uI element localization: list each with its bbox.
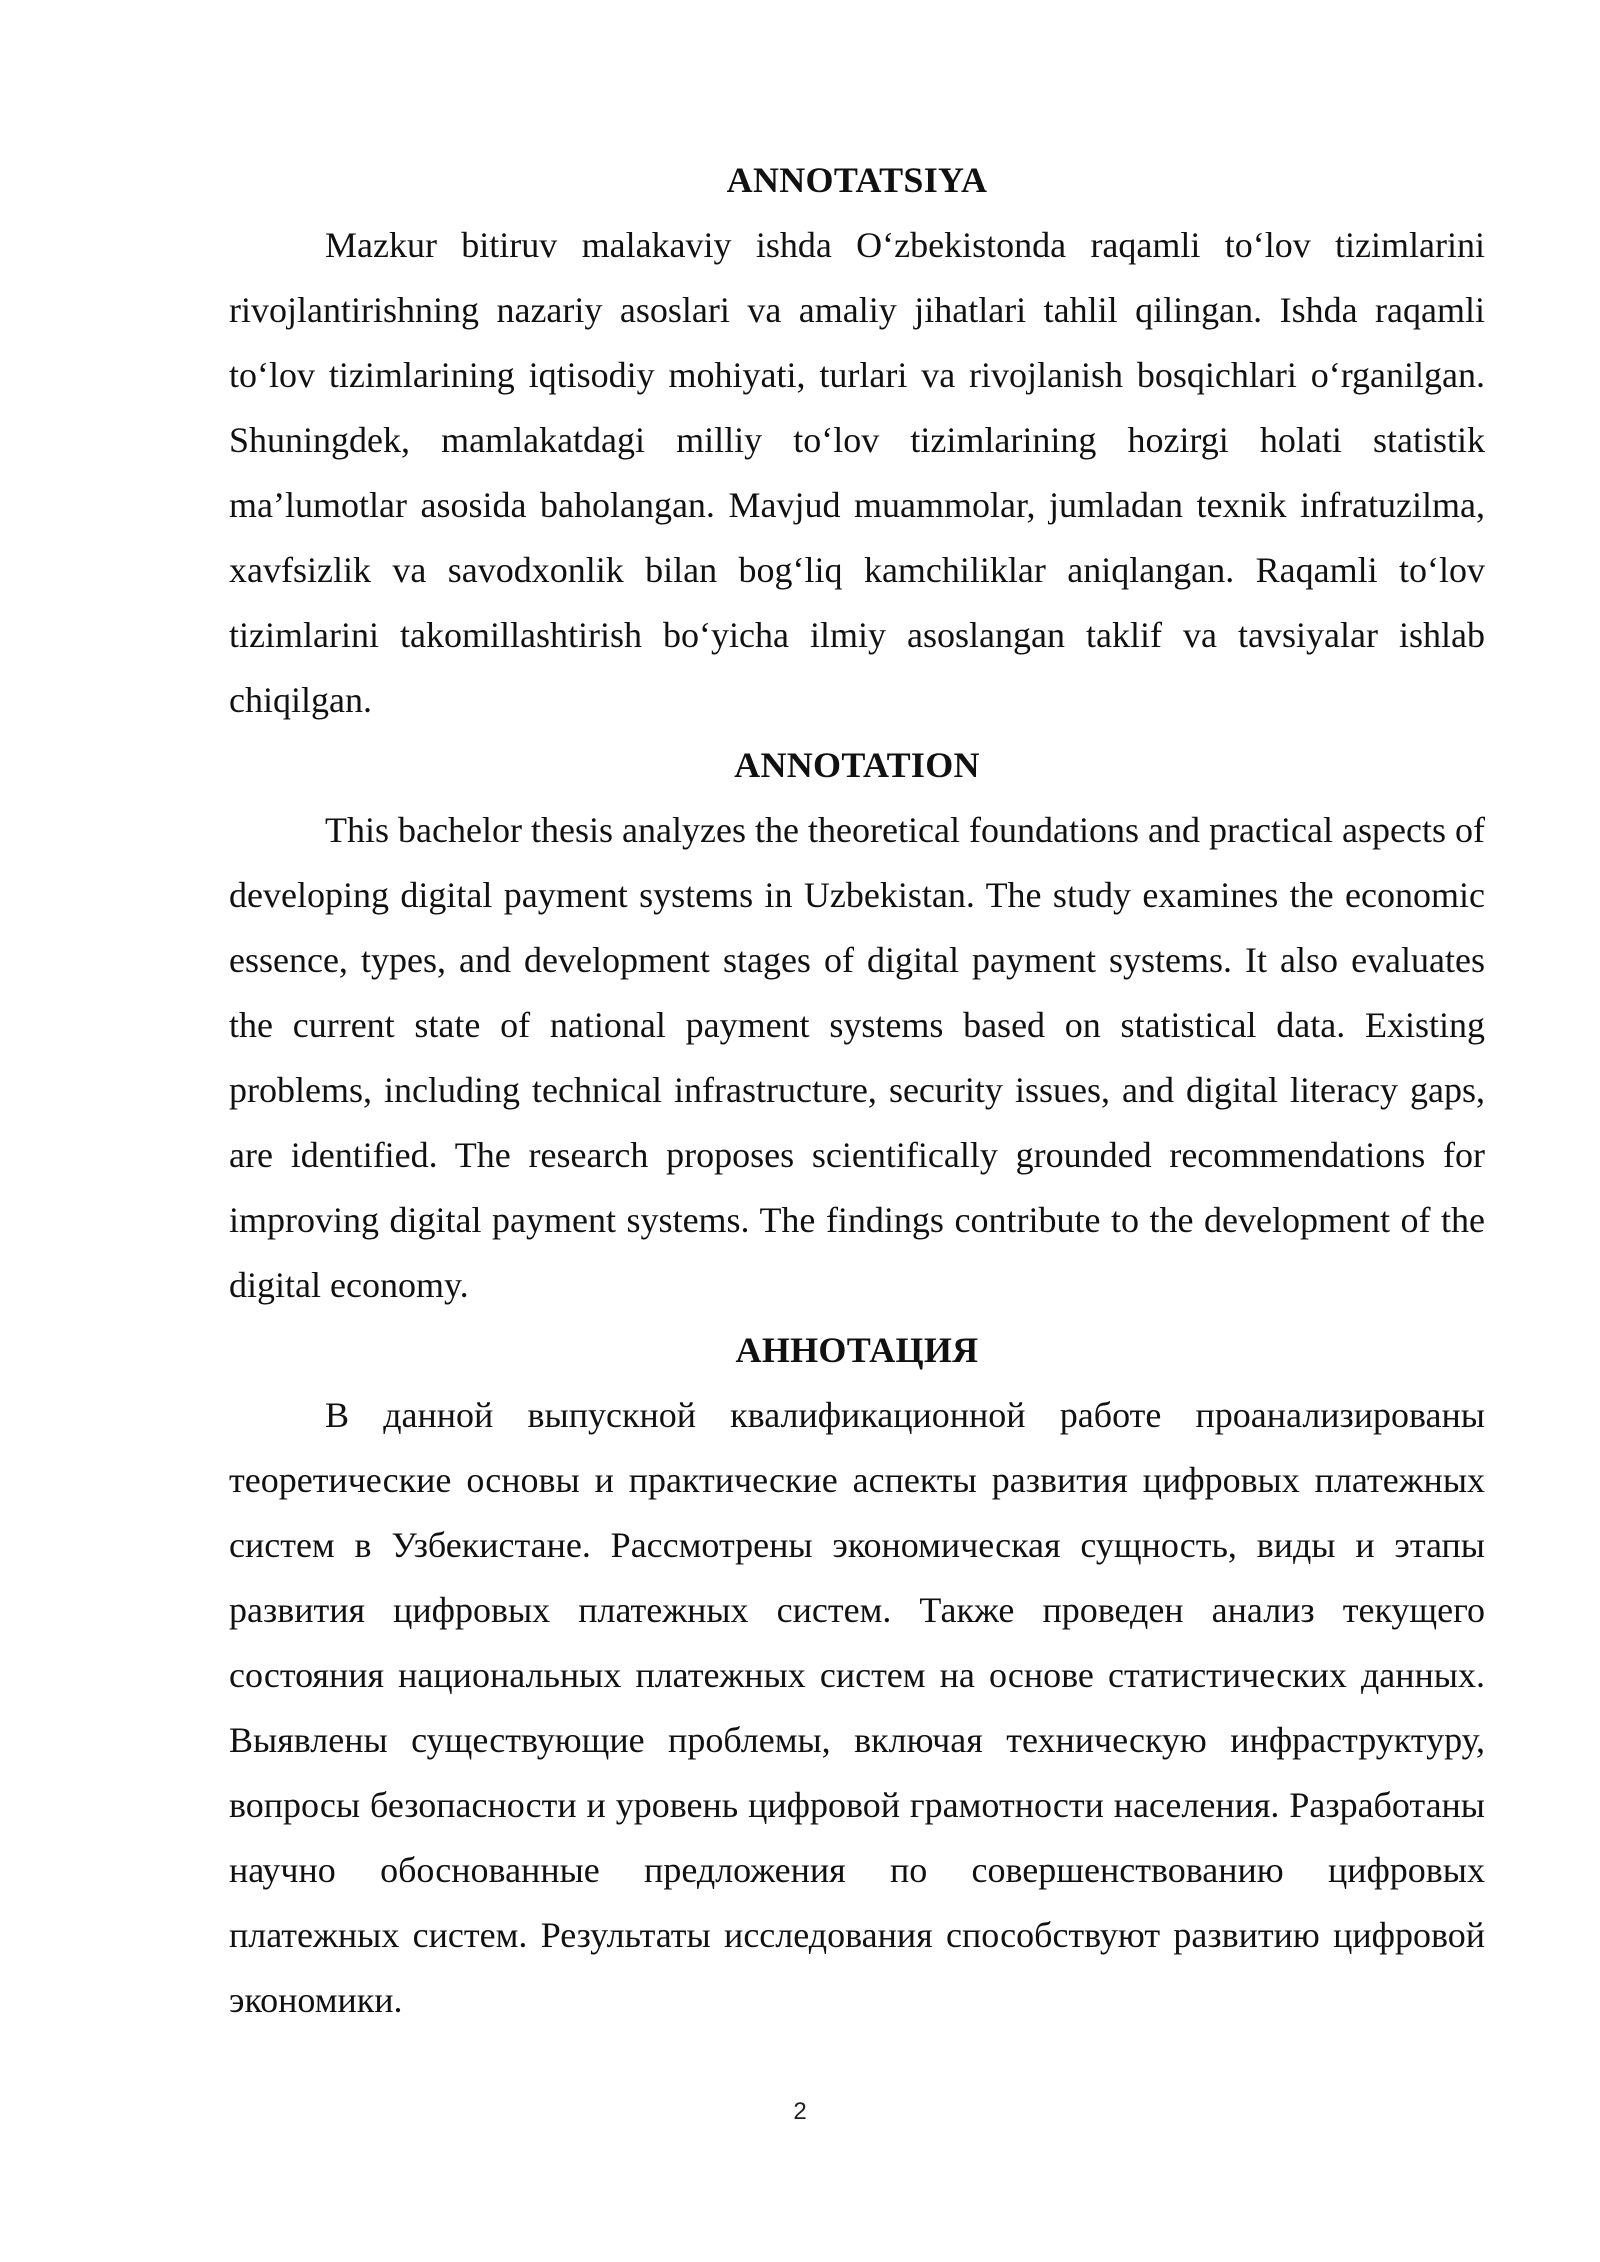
section-heading-uzbek: ANNOTATSIYA [726,160,988,200]
section-heading-english: ANNOTATION [734,745,980,785]
section-text-russian: В данной выпускной квалификационной работе проанализированы теоретические основы и практические аспекты развития цифровых платежных систем в Узбекистане. Рассмотрены экономическая сущность, виды и этапы развития цифровых платежных систем. Также проведен анализ текущего состояния национальных платежных систем на основе статистических данных. Выявлены существующие проблемы, включая техническую инфраструктуру, вопросы безопасности и уровень цифровой грамотности населения. Разработаны научно обоснованные предложения по совершенствованию цифровых платежных систем. Результаты исследования способствуют развитию цифровой экономики. [229,1395,1485,2020]
page-number: 2 [793,2098,807,2125]
section-text-uzbek: Mazkur bitiruv malakaviy ishda O‘zbekistonda raqamli to‘lov tizimlarini rivojlantirishning nazariy asoslari va amaliy jihatlari tahlil qilingan. Ishda raqamli to‘lov tizimlarining iqtisodiy mohiyati, turlari va rivojlanish bosqichlari o‘rganilgan. Shuningdek, mamlakatdagi milliy to‘lov tizimlarining hozirgi holati statistik ma’lumotlar asosida baholangan. Mavjud muammolar, jumladan texnik infratuzilma, xavfsizlik va savodxonlik bilan bog‘liq kamchiliklar aniqlangan. Raqamli to‘lov tizimlarini takomillashtirish bo‘yicha ilmiy asoslangan taklif va tavsiyalar ishlab chiqilgan. [229,225,1485,720]
section-heading-russian: АННОТАЦИЯ [735,1330,979,1370]
section-text-english: This bachelor thesis analyzes the theoretical foundations and practical aspects of developing digital payment systems in Uzbekistan. The study examines the economic essence, types, and development stages of digital payment systems. It also evaluates the current state of national payment systems based on statistical data. Existing problems, including technical infrastructure, security issues, and digital literacy gaps, are identified. The research proposes scientifically grounded recommendations for improving digital payment systems. The findings contribute to the development of the digital economy. [229,810,1485,1305]
page-content [229,148,1485,2033]
